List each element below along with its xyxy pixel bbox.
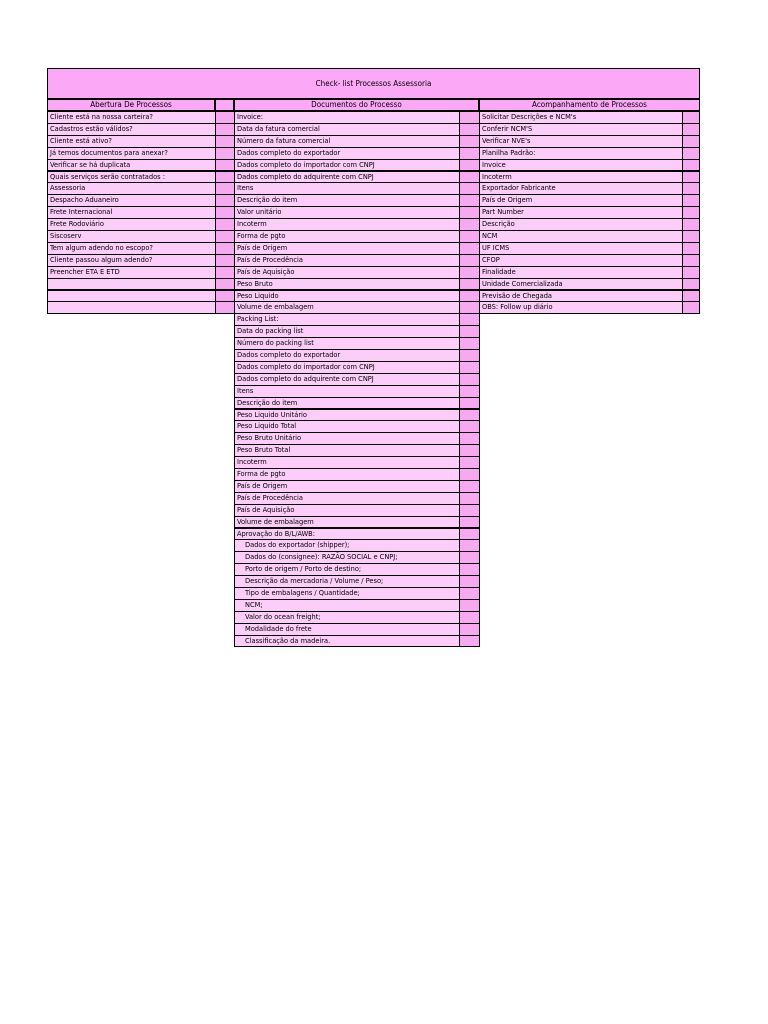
acompanhamento-item: País de Origem [479, 194, 683, 207]
documentos-item: Descrição da mercadoria / Volume / Peso; [234, 575, 460, 588]
documentos-item: Data do packing list [234, 325, 460, 338]
acompanhamento-item: Exportador Fabricante [479, 182, 683, 195]
documentos-item: Peso Liquido Total [234, 420, 460, 433]
acompanhamento-item: Finalidade [479, 266, 683, 279]
documentos-item: Valor do ocean freight; [234, 611, 460, 624]
documentos-item: Porto de origem / Porto de destino; [234, 563, 460, 576]
documentos-item: Forma de pgto [234, 230, 460, 243]
acompanhamento-checkbox[interactable] [682, 301, 700, 314]
documentos-item: Valor unitário [234, 206, 460, 219]
abertura-checkbox[interactable] [215, 301, 235, 314]
acompanhamento-item: Solicitar Descrições e NCM's [479, 111, 683, 124]
documentos-item: Peso Liquido Unitário [234, 409, 460, 422]
documentos-item: Modalidade do frete [234, 623, 460, 636]
documentos-item: Data da fatura comercial [234, 123, 460, 136]
header-documentos: Documentos do Processo [234, 99, 479, 111]
acompanhamento-item: Conferir NCM'S [479, 123, 683, 136]
documentos-item: Dados completo do importador com CNPJ [234, 159, 460, 172]
acompanhamento-item: Unidade Comercializada [479, 278, 683, 291]
documentos-item: Itens [234, 385, 460, 398]
documentos-item: Packing List: [234, 313, 460, 326]
acompanhamento-item: Part Number [479, 206, 683, 219]
sheet-title: Check- list Processos Assessoria [47, 68, 700, 99]
documentos-item: Número da fatura comercial [234, 135, 460, 148]
documentos-item: Dados completo do exportador [234, 147, 460, 160]
acompanhamento-item: Previsão de Chegada [479, 290, 683, 303]
documentos-item: NCM; [234, 599, 460, 612]
abertura-item: Frete Rodoviário [47, 218, 216, 231]
documentos-item: Forma de pgto [234, 468, 460, 481]
documentos-item: Dados do exportador (shipper); [234, 539, 460, 552]
documentos-item: Dados completo do adquirente com CNPJ [234, 171, 460, 184]
documentos-item: Peso Bruto Unitário [234, 432, 460, 445]
documentos-item: País de Procedência [234, 254, 460, 267]
abertura-item [47, 301, 216, 314]
acompanhamento-item: CFOP [479, 254, 683, 267]
abertura-item: Cadastros estão válidos? [47, 123, 216, 136]
abertura-item: Cliente está ativo? [47, 135, 216, 148]
documentos-item: Descrição do item [234, 194, 460, 207]
documentos-item: Dados completo do importador com CNPJ [234, 361, 460, 374]
documentos-item: País de Aquisição [234, 266, 460, 279]
abertura-item: Tem algum adendo no escopo? [47, 242, 216, 255]
header-abertura: Abertura De Processos [47, 99, 215, 111]
documentos-item: Itens [234, 182, 460, 195]
acompanhamento-item: NCM [479, 230, 683, 243]
documentos-item: Invoice: [234, 111, 460, 124]
documentos-item: Número do packing list [234, 337, 460, 350]
documentos-item: Classificação da madeira. [234, 635, 460, 648]
documentos-item: Descrição do item [234, 397, 460, 410]
documentos-item: País de Origem [234, 480, 460, 493]
abertura-item: Já temos documentos para anexar? [47, 147, 216, 160]
documentos-item: Peso Bruto Total [234, 444, 460, 457]
acompanhamento-item: Verificar NVE's [479, 135, 683, 148]
documentos-item: Volume de embalagem [234, 301, 460, 314]
documentos-item: Incoterm [234, 456, 460, 469]
documentos-item: Dados completo do exportador [234, 349, 460, 362]
documentos-item: Volume de embalagem [234, 516, 460, 529]
abertura-item: Despacho Aduaneiro [47, 194, 216, 207]
documentos-item: Tipo de embalagens / Quantidade; [234, 587, 460, 600]
acompanhamento-item: Incoterm [479, 171, 683, 184]
acompanhamento-item: OBS: Follow up diário [479, 301, 683, 314]
abertura-item: Frete Internacional [47, 206, 216, 219]
acompanhamento-item: UF ICMS [479, 242, 683, 255]
abertura-item: Preencher ETA E ETD [47, 266, 216, 279]
abertura-item: Quais serviços serão contratados : [47, 171, 216, 184]
documentos-checkbox[interactable] [459, 635, 480, 648]
abertura-item: Siscoserv [47, 230, 216, 243]
documentos-item: País de Procedência [234, 492, 460, 505]
documentos-item: Aprovação do B/L/AWB: [234, 528, 460, 541]
abertura-item: Verificar se há duplicata [47, 159, 216, 172]
documentos-item: Dados completo do adquirente com CNPJ [234, 373, 460, 386]
documentos-item: País de Origem [234, 242, 460, 255]
header-abertura-check [215, 99, 234, 111]
acompanhamento-item: Descrição [479, 218, 683, 231]
documentos-item: País de Aquisição [234, 504, 460, 517]
header-acompanhamento: Acompanhamento de Processos [479, 99, 700, 111]
documentos-item: Peso Liquido [234, 290, 460, 303]
documentos-item: Incoterm [234, 218, 460, 231]
documentos-item: Peso Bruto [234, 278, 460, 291]
acompanhamento-item: Planilha Padrão: [479, 147, 683, 160]
abertura-item: Cliente está na nossa carteira? [47, 111, 216, 124]
documentos-item: Dados do (consignee): RAZÃO SOCIAL e CNPJ; [234, 551, 460, 564]
acompanhamento-item: Invoice [479, 159, 683, 172]
abertura-item: Cliente passou algum adendo? [47, 254, 216, 267]
abertura-item: Assessoria [47, 182, 216, 195]
